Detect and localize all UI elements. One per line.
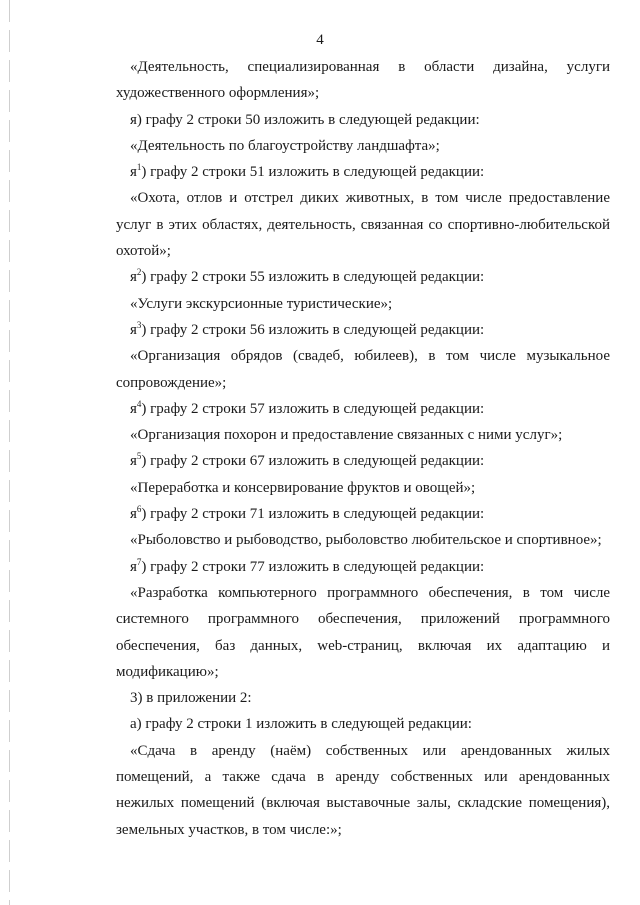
paragraph-quote: «Организация похорон и предоставление связанных с ними услуг»; — [130, 427, 563, 444]
item-superscript: 4 — [136, 398, 142, 409]
item-superscript: 6 — [136, 504, 142, 515]
paragraph-instruction — [116, 448, 610, 474]
item-superscript: 7 — [136, 556, 142, 567]
paragraph-instruction — [116, 159, 610, 185]
paragraph-quote: «Услуги экскурсионные туристические»; — [130, 295, 393, 312]
instruction-text: ) графу 2 строки 57 изложить в следующей редакции: — [141, 400, 485, 417]
item-letter: я — [130, 453, 137, 470]
item-letter: я — [130, 400, 137, 417]
item-letter: я — [130, 321, 137, 338]
paragraph-quote: «Разработка компьютерного программного обеспечения, в том числе системного программного обеспечения, приложений программного обеспечения, баз данных, web-страниц, включая их адаптацию и модификацию»; — [116, 584, 610, 680]
item-letter: я — [130, 164, 137, 181]
instruction-text: ) графу 2 строки 51 изложить в следующей редакции: — [141, 164, 485, 181]
item-letter: я — [130, 558, 137, 575]
paragraph-instruction — [116, 396, 610, 422]
paragraph-quote: «Деятельность по благоустройству ландшафта»; — [130, 137, 440, 154]
item-letter: я — [130, 506, 137, 523]
paragraph-quote: «Организация обрядов (свадеб, юбилеев), в том числе музыкальное сопровождение»; — [116, 348, 610, 391]
paragraph-instruction — [116, 264, 610, 290]
paragraph-quote: «Деятельность, специализированная в области дизайна, услуги художественного оформления»; — [116, 59, 610, 102]
document-body — [116, 54, 610, 843]
scan-edge-line — [9, 0, 10, 905]
paragraph-instruction: а) графу 2 строки 1 изложить в следующей редакции: — [130, 716, 472, 733]
item-superscript: 1 — [136, 162, 142, 173]
paragraph-instruction: я) графу 2 строки 50 изложить в следующей редакции: — [130, 111, 480, 128]
paragraph-instruction — [116, 317, 610, 343]
instruction-text: ) графу 2 строки 56 изложить в следующей редакции: — [141, 321, 485, 338]
paragraph-quote: «Охота, отлов и отстрел диких животных, в том числе предоставление услуг в этих областях, деятельность, связанная со спортивно-любительской охотой»; — [116, 190, 610, 260]
paragraph-section: 3) в приложении 2: — [130, 690, 252, 707]
page-number: 4 — [316, 32, 324, 48]
paragraph-instruction — [116, 554, 610, 580]
paragraph-quote: «Сдача в аренду (наём) собственных или арендованных жилых помещений, а также сдача в аренду собственных или арендованных нежилых помещений (включая выставочные залы, складские помещения), земельных участков, в том числе:»; — [116, 742, 610, 838]
paragraph-quote: «Рыболовство и рыбоводство, рыболовство любительское и спортивное»; — [130, 532, 602, 549]
item-superscript: 3 — [136, 319, 142, 330]
paragraph-instruction — [116, 501, 610, 527]
instruction-text: ) графу 2 строки 71 изложить в следующей редакции: — [141, 506, 485, 523]
instruction-text: ) графу 2 строки 67 изложить в следующей редакции: — [141, 453, 485, 470]
item-superscript: 2 — [136, 267, 142, 278]
item-letter: я — [130, 269, 137, 286]
item-superscript: 5 — [136, 451, 142, 462]
paragraph-quote: «Переработка и консервирование фруктов и овощей»; — [130, 479, 476, 496]
instruction-text: ) графу 2 строки 77 изложить в следующей редакции: — [141, 558, 485, 575]
instruction-text: ) графу 2 строки 55 изложить в следующей редакции: — [141, 269, 485, 286]
